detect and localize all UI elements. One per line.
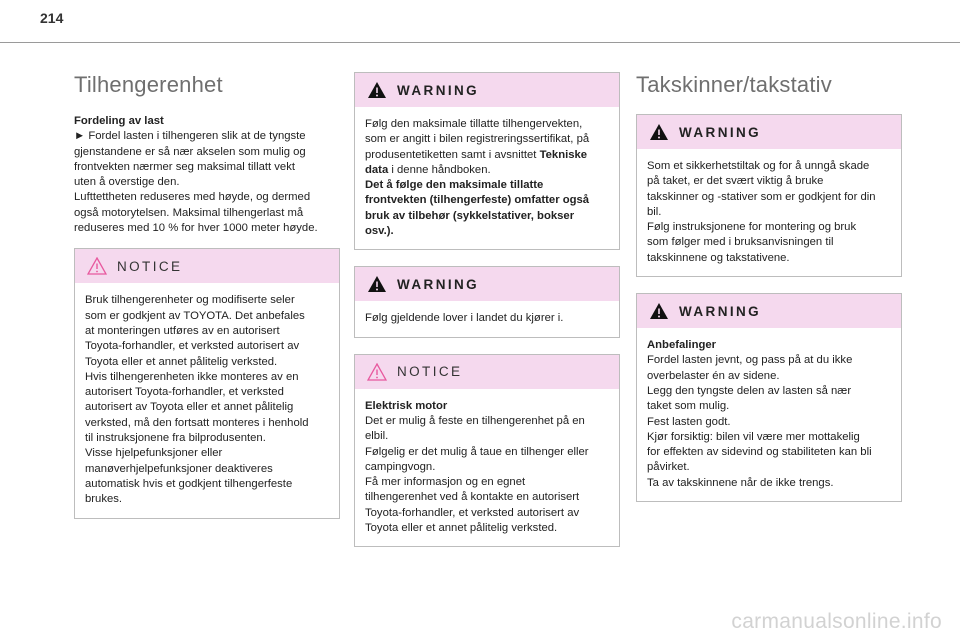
notice-line: Bruk tilhengerenheter og modifiserte seler xyxy=(85,294,295,307)
notice-line: autorisert Toyota-forhandler, et verksted xyxy=(85,386,284,399)
warning-line: påvirket. xyxy=(647,461,690,474)
section-title-takskinner: Takskinner/takstativ xyxy=(636,72,832,97)
warning-body xyxy=(637,328,901,501)
notice-line: Toyota eller et annet pålitelig verksted. xyxy=(85,355,278,368)
warning-header xyxy=(355,73,619,107)
warning-body xyxy=(355,107,619,249)
warning-triangle-icon xyxy=(649,123,669,141)
warning-link-bold: data xyxy=(365,163,389,176)
notice-line: Visse hjelpefunksjoner eller xyxy=(85,447,223,460)
notice-line: Hvis tilhengerenheten ikke monteres av en xyxy=(85,370,299,383)
warning-line: taket som mulig. xyxy=(647,400,730,413)
watermark: carmanualsonline.info xyxy=(731,610,942,633)
notice-line: campingvogn. xyxy=(365,460,436,473)
column-tilhengerenhet xyxy=(74,62,340,535)
warning-box-recommendations xyxy=(636,293,902,502)
header-divider xyxy=(0,42,960,43)
warning-triangle-icon xyxy=(649,302,669,320)
warning-bold-line: osv.). xyxy=(365,225,394,238)
warning-line: Legg den tyngste delen av lasten så nær xyxy=(647,384,852,397)
warning-line: Ta av takskinnene når de ikke trengs. xyxy=(647,476,834,489)
warning-bold-line: frontvekten (tilhengerfeste) omfatter også xyxy=(365,194,590,207)
notice-triangle-icon xyxy=(367,363,387,381)
notice-line: verksted, må den fortsatt monteres i henhold xyxy=(85,416,309,429)
warning-line: overbelaster én av sidene. xyxy=(647,369,780,382)
notice-line: som er godkjent av TOYOTA. Det anbefales xyxy=(85,309,305,322)
notice-body xyxy=(75,283,339,517)
warning-header xyxy=(355,267,619,301)
warning-line: på taket, er det svært viktig å bruke xyxy=(647,175,824,188)
intro-line: ► Fordel lasten i tilhengeren slik at de tyngste xyxy=(74,130,306,143)
warning-box-max-trailer-weight xyxy=(354,72,620,250)
warning-line: bil. xyxy=(647,205,662,218)
notice-header xyxy=(355,355,619,389)
intro-paragraph xyxy=(74,114,340,236)
warning-line: produsentetiketten samt i avsnittet xyxy=(365,148,540,161)
warning-header xyxy=(637,294,901,328)
warning-line: Fordel lasten jevnt, og pass på at du ikke xyxy=(647,354,853,367)
notice-heading: Elektrisk motor xyxy=(365,399,448,412)
warning-line: for effekten av sidevind og stabiliteten kan bli xyxy=(647,446,872,459)
notice-line: elbil. xyxy=(365,430,389,443)
notice-line: at monteringen utføres av en autorisert xyxy=(85,324,280,337)
intro-line: også motorytelsen. Maksimal tilhengerlast må xyxy=(74,206,304,219)
column-takskinner xyxy=(636,62,902,518)
warning-link-bold: Tekniske xyxy=(539,148,588,161)
notice-line: manøverhjelpefunksjoner deaktiveres xyxy=(85,462,273,475)
warning-body xyxy=(355,301,619,336)
intro-line: uten å overstige den. xyxy=(74,176,180,189)
warning-header xyxy=(637,115,901,149)
intro-line: gjenstandene er så nær akselen som mulig og xyxy=(74,145,306,158)
intro-heading: Fordeling av last xyxy=(74,115,164,127)
notice-line: Få mer informasjon og en egnet xyxy=(365,476,526,489)
warning-line: som er angitt i bilen registreringssertifikat, på xyxy=(365,133,590,146)
notice-line: automatisk hvis et godkjent tilhengerfeste xyxy=(85,477,293,490)
notice-box-electric-motor xyxy=(354,354,620,548)
notice-label: NOTICE xyxy=(397,364,463,380)
warning-bold-line: Det å følge den maksimale tillatte xyxy=(365,179,544,192)
notice-label: NOTICE xyxy=(117,258,183,274)
intro-line: frontvekten nærmer seg maksimal tillatt vekt xyxy=(74,160,295,173)
warning-line: Kjør forsiktig: bilen vil være mer mottakelig xyxy=(647,430,860,443)
warning-line: Følg den maksimale tillatte tilhengervekten, xyxy=(365,118,583,130)
notice-line: brukes. xyxy=(85,493,123,506)
warning-label: WARNING xyxy=(397,82,480,98)
warning-line: takskinnene og takstativene. xyxy=(647,251,790,264)
warning-heading: Anbefalinger xyxy=(647,339,717,352)
notice-line: Følgelig er det mulig å taue en tilhenger eller xyxy=(365,445,589,458)
warning-body xyxy=(637,149,901,276)
warning-line: Fest lasten godt. xyxy=(647,415,731,428)
warning-line: takskinner og -stativer som er godkjent for din xyxy=(647,190,876,203)
notice-line: Det er mulig å feste en tilhengerenhet på en xyxy=(365,414,585,427)
warning-line: som følger med i bruksanvisningen til xyxy=(647,236,834,249)
warning-triangle-icon xyxy=(367,275,387,293)
notice-line: tilhengerenhet ved å kontakte en autorisert xyxy=(365,491,580,504)
warning-bold-line: bruk av tilbehør (sykkelstativer, bokser xyxy=(365,209,575,222)
warning-box-roof-rails xyxy=(636,114,902,277)
warning-label: WARNING xyxy=(679,124,762,140)
page-number: 214 xyxy=(40,10,64,26)
warning-line: i denne håndboken. xyxy=(388,163,491,176)
notice-line: til instruksjonene fra bilprodusenten. xyxy=(85,432,266,445)
notice-line: Toyota eller et annet pålitelig verksted. xyxy=(365,522,558,535)
column-warnings xyxy=(354,72,620,563)
warning-box-local-laws xyxy=(354,266,620,337)
notice-line: Toyota-forhandler, et verksted autorisert av xyxy=(85,340,300,353)
warning-label: WARNING xyxy=(397,276,480,292)
warning-line: Som et sikkerhetstiltak og for å unngå skade xyxy=(647,160,870,172)
section-title-tilhengerenhet: Tilhengerenhet xyxy=(74,72,223,97)
notice-box-tow-hitch xyxy=(74,248,340,518)
intro-line: Lufttettheten reduseres med høyde, og dermed xyxy=(74,191,311,204)
intro-line: reduseres med 10 % for hver 1000 meter høyde. xyxy=(74,222,318,235)
warning-triangle-icon xyxy=(367,81,387,99)
notice-line: Toyota-forhandler, et verksted autorisert av xyxy=(365,506,580,519)
notice-body xyxy=(355,389,619,547)
warning-label: WARNING xyxy=(679,303,762,319)
notice-header xyxy=(75,249,339,283)
notice-line: autorisert av Toyota eller et annet pålitelig xyxy=(85,401,294,414)
warning-line: Følg gjeldende lover i landet du kjører i. xyxy=(365,312,564,325)
warning-line: Følg instruksjonene for montering og bruk xyxy=(647,221,857,234)
notice-triangle-icon xyxy=(87,257,107,275)
